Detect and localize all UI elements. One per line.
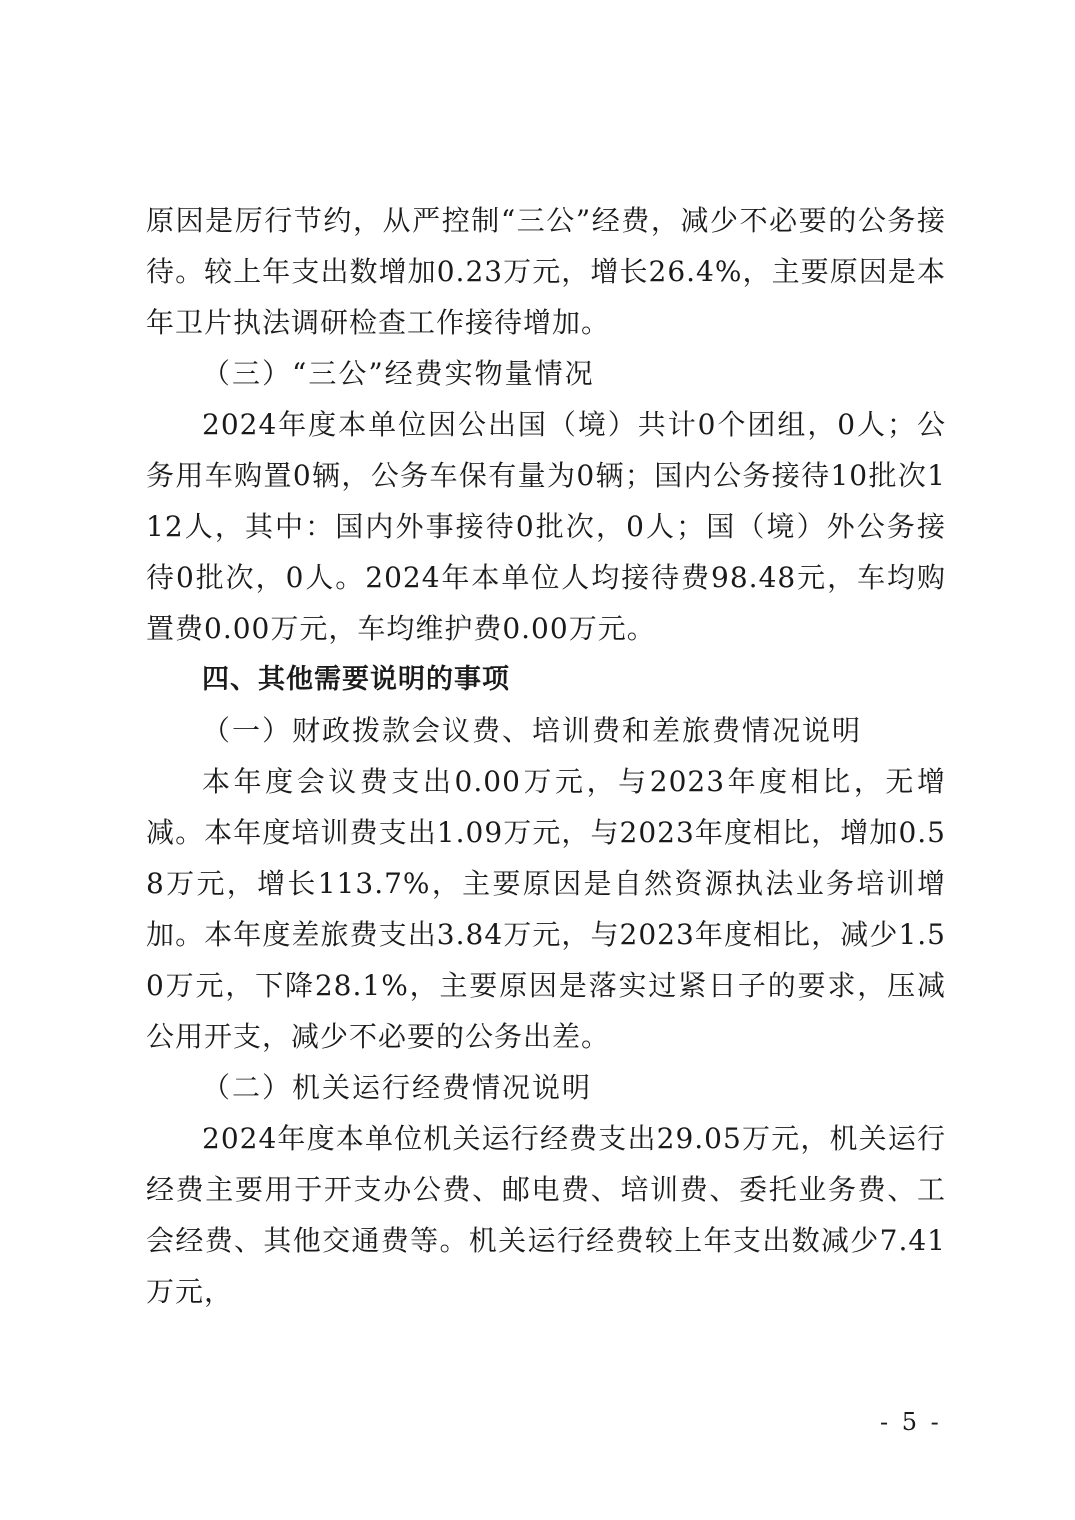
section-heading-other-matters: 四、其他需要说明的事项 [202, 664, 510, 695]
page-number: - 5 - [880, 1408, 942, 1436]
paragraph-three-public-quantities: 2024年度本单位因公出国（境）共计0个团组，0人；公务用车购置0辆，公务车保有量为0辆；国内公务接待10批次112人，其中：国内外事接待0批次，0人；国（境）外公务接待0批次，0人。2024年本单位人均接待费98.48元，车均购置费0.00万元，车均维护费0.00万元。 [146, 408, 946, 645]
paragraph-operating-expenses: 2024年度本单位机关运行经费支出29.05万元，机关运行经费主要用于开支办公费、邮电费、培训费、委托业务费、工会经费、其他交通费等。机关运行经费较上年支出数减少7.41万元， [146, 1122, 946, 1308]
subheading-operating-expenses: （二）机关运行经费情况说明 [202, 1071, 593, 1104]
paragraph-meeting-training-travel: 本年度会议费支出0.00万元，与2023年度相比，无增减。本年度培训费支出1.09万元，与2023年度相比，增加0.58万元，增长113.7%，主要原因是自然资源执法业务培训增加。本年度差旅费支出3.84万元，与2023年度相比，减少1.50万元，下降28.1%，主要原因是落实过紧日子的要求，压减公用开支，减少不必要的公务出差。 [146, 765, 946, 1053]
document-body [146, 195, 946, 1317]
subheading-meeting-training-travel: （一）财政拨款会议费、培训费和差旅费情况说明 [202, 714, 863, 747]
paragraph-continuation: 原因是厉行节约，从严控制“三公”经费，减少不必要的公务接待。较上年支出数增加0.23万元，增长26.4%，主要原因是本年卫片执法调研检查工作接待增加。 [146, 204, 946, 339]
subheading-three-public-quantities: （三）“三公”经费实物量情况 [202, 357, 595, 390]
